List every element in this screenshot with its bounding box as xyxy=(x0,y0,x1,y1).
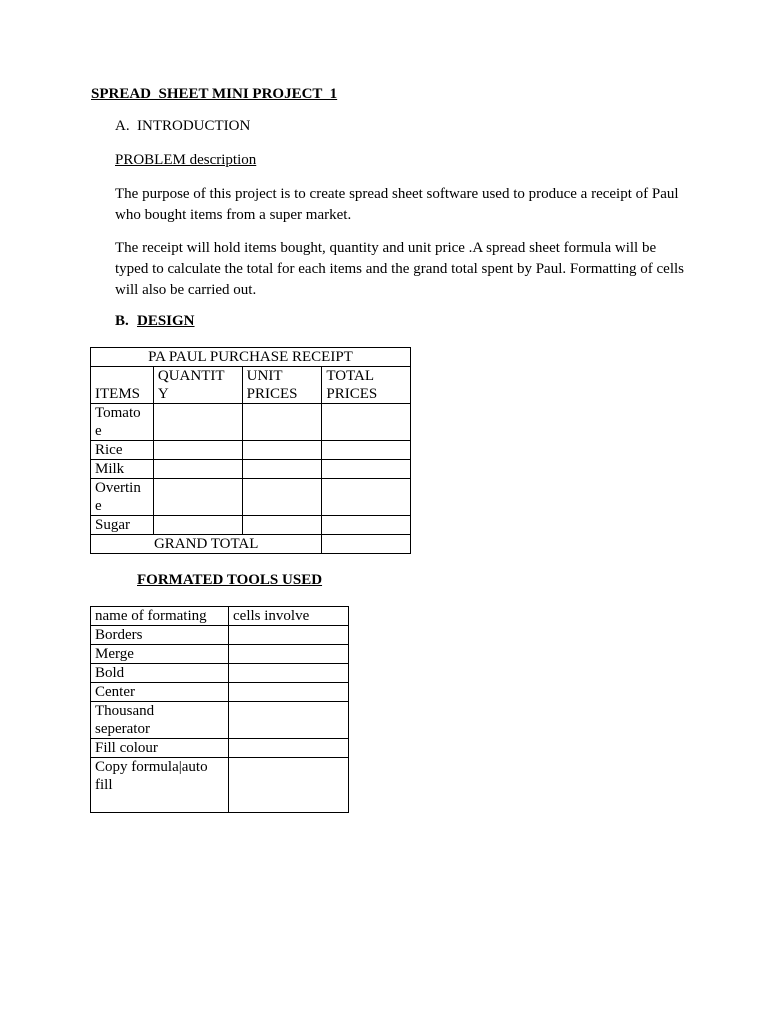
tool-name-cell[interactable]: Merge xyxy=(91,645,229,664)
unit-price-cell[interactable] xyxy=(242,441,322,460)
tool-name-cell[interactable]: Fill colour xyxy=(91,739,229,758)
total-price-cell[interactable] xyxy=(322,479,411,516)
cells-involve-cell[interactable] xyxy=(229,645,349,664)
tool-name-cell[interactable]: Thousand seperator xyxy=(91,702,229,739)
total-price-cell[interactable] xyxy=(322,460,411,479)
quantity-cell[interactable] xyxy=(153,460,242,479)
paragraph-purpose: The purpose of this project is to create spread sheet software used to produce a receipt of Paul who bought items from a super market. xyxy=(115,186,679,223)
grand-total-row xyxy=(91,535,411,554)
quantity-cell[interactable] xyxy=(153,441,242,460)
cells-involve-cell[interactable] xyxy=(229,739,349,758)
receipt-header-row xyxy=(91,367,411,404)
total-price-cell[interactable] xyxy=(322,516,411,535)
section-a-title: INTRODUCTION xyxy=(137,118,251,134)
table-row xyxy=(91,404,411,441)
cells-involve-cell[interactable] xyxy=(229,702,349,739)
table-row xyxy=(91,702,349,739)
section-b-number: B. xyxy=(115,313,129,329)
header-unit-prices: UNIT PRICES xyxy=(242,367,322,404)
grand-total-cell[interactable] xyxy=(322,535,411,554)
quantity-cell[interactable] xyxy=(153,516,242,535)
item-cell[interactable]: Rice xyxy=(91,441,154,460)
tool-name-cell[interactable]: Copy formula|auto fill xyxy=(91,758,229,813)
formatting-tools-table xyxy=(90,606,349,813)
document-title: SPREAD SHEET MINI PROJECT 1 xyxy=(91,86,338,102)
paragraph-receipt: The receipt will hold items bought, quantity and unit price .A spread sheet formula will be typed to calculate the total for each items and the grand total spent by Paul. Formatting of cells will also be carried out. xyxy=(115,240,685,298)
item-cell[interactable]: Milk xyxy=(91,460,154,479)
header-items: ITEMS xyxy=(91,367,154,404)
cells-involve-cell[interactable] xyxy=(229,683,349,702)
quantity-cell[interactable] xyxy=(153,479,242,516)
table-row xyxy=(91,441,411,460)
header-total-prices: TOTAL PRICES xyxy=(322,367,411,404)
tool-name-cell[interactable]: Bold xyxy=(91,664,229,683)
tools-heading: FORMATED TOOLS USED xyxy=(137,572,323,588)
section-a-number: A. xyxy=(115,118,130,134)
table-row xyxy=(91,626,349,645)
cells-involve-cell[interactable] xyxy=(229,626,349,645)
cells-involve-cell[interactable] xyxy=(229,664,349,683)
item-cell[interactable]: Tomato e xyxy=(91,404,154,441)
unit-price-cell[interactable] xyxy=(242,479,322,516)
header-cells-involve: cells involve xyxy=(229,607,349,626)
item-cell[interactable]: Overtin e xyxy=(91,479,154,516)
receipt-table xyxy=(90,347,411,554)
section-b-title: DESIGN xyxy=(137,313,195,329)
unit-price-cell[interactable] xyxy=(242,404,322,441)
grand-total-label: GRAND TOTAL xyxy=(91,535,322,554)
tool-name-cell[interactable]: Center xyxy=(91,683,229,702)
tools-header-row xyxy=(91,607,349,626)
unit-price-cell[interactable] xyxy=(242,460,322,479)
table-row xyxy=(91,739,349,758)
cells-involve-cell[interactable] xyxy=(229,758,349,813)
section-b-heading xyxy=(115,313,195,330)
unit-price-cell[interactable] xyxy=(242,516,322,535)
table-row xyxy=(91,516,411,535)
table-row xyxy=(91,479,411,516)
total-price-cell[interactable] xyxy=(322,441,411,460)
tool-name-cell[interactable]: Borders xyxy=(91,626,229,645)
section-a-heading xyxy=(115,118,250,135)
table-row xyxy=(91,683,349,702)
receipt-title-row xyxy=(91,348,411,367)
table-row xyxy=(91,664,349,683)
item-cell[interactable]: Sugar xyxy=(91,516,154,535)
table-row xyxy=(91,460,411,479)
total-price-cell[interactable] xyxy=(322,404,411,441)
receipt-title: PA PAUL PURCHASE RECEIPT xyxy=(91,348,411,367)
header-name-of-formatting: name of formating xyxy=(91,607,229,626)
table-row xyxy=(91,758,349,813)
quantity-cell[interactable] xyxy=(153,404,242,441)
problem-heading: PROBLEM description xyxy=(115,152,257,168)
header-quantity: QUANTIT Y xyxy=(153,367,242,404)
table-row xyxy=(91,645,349,664)
